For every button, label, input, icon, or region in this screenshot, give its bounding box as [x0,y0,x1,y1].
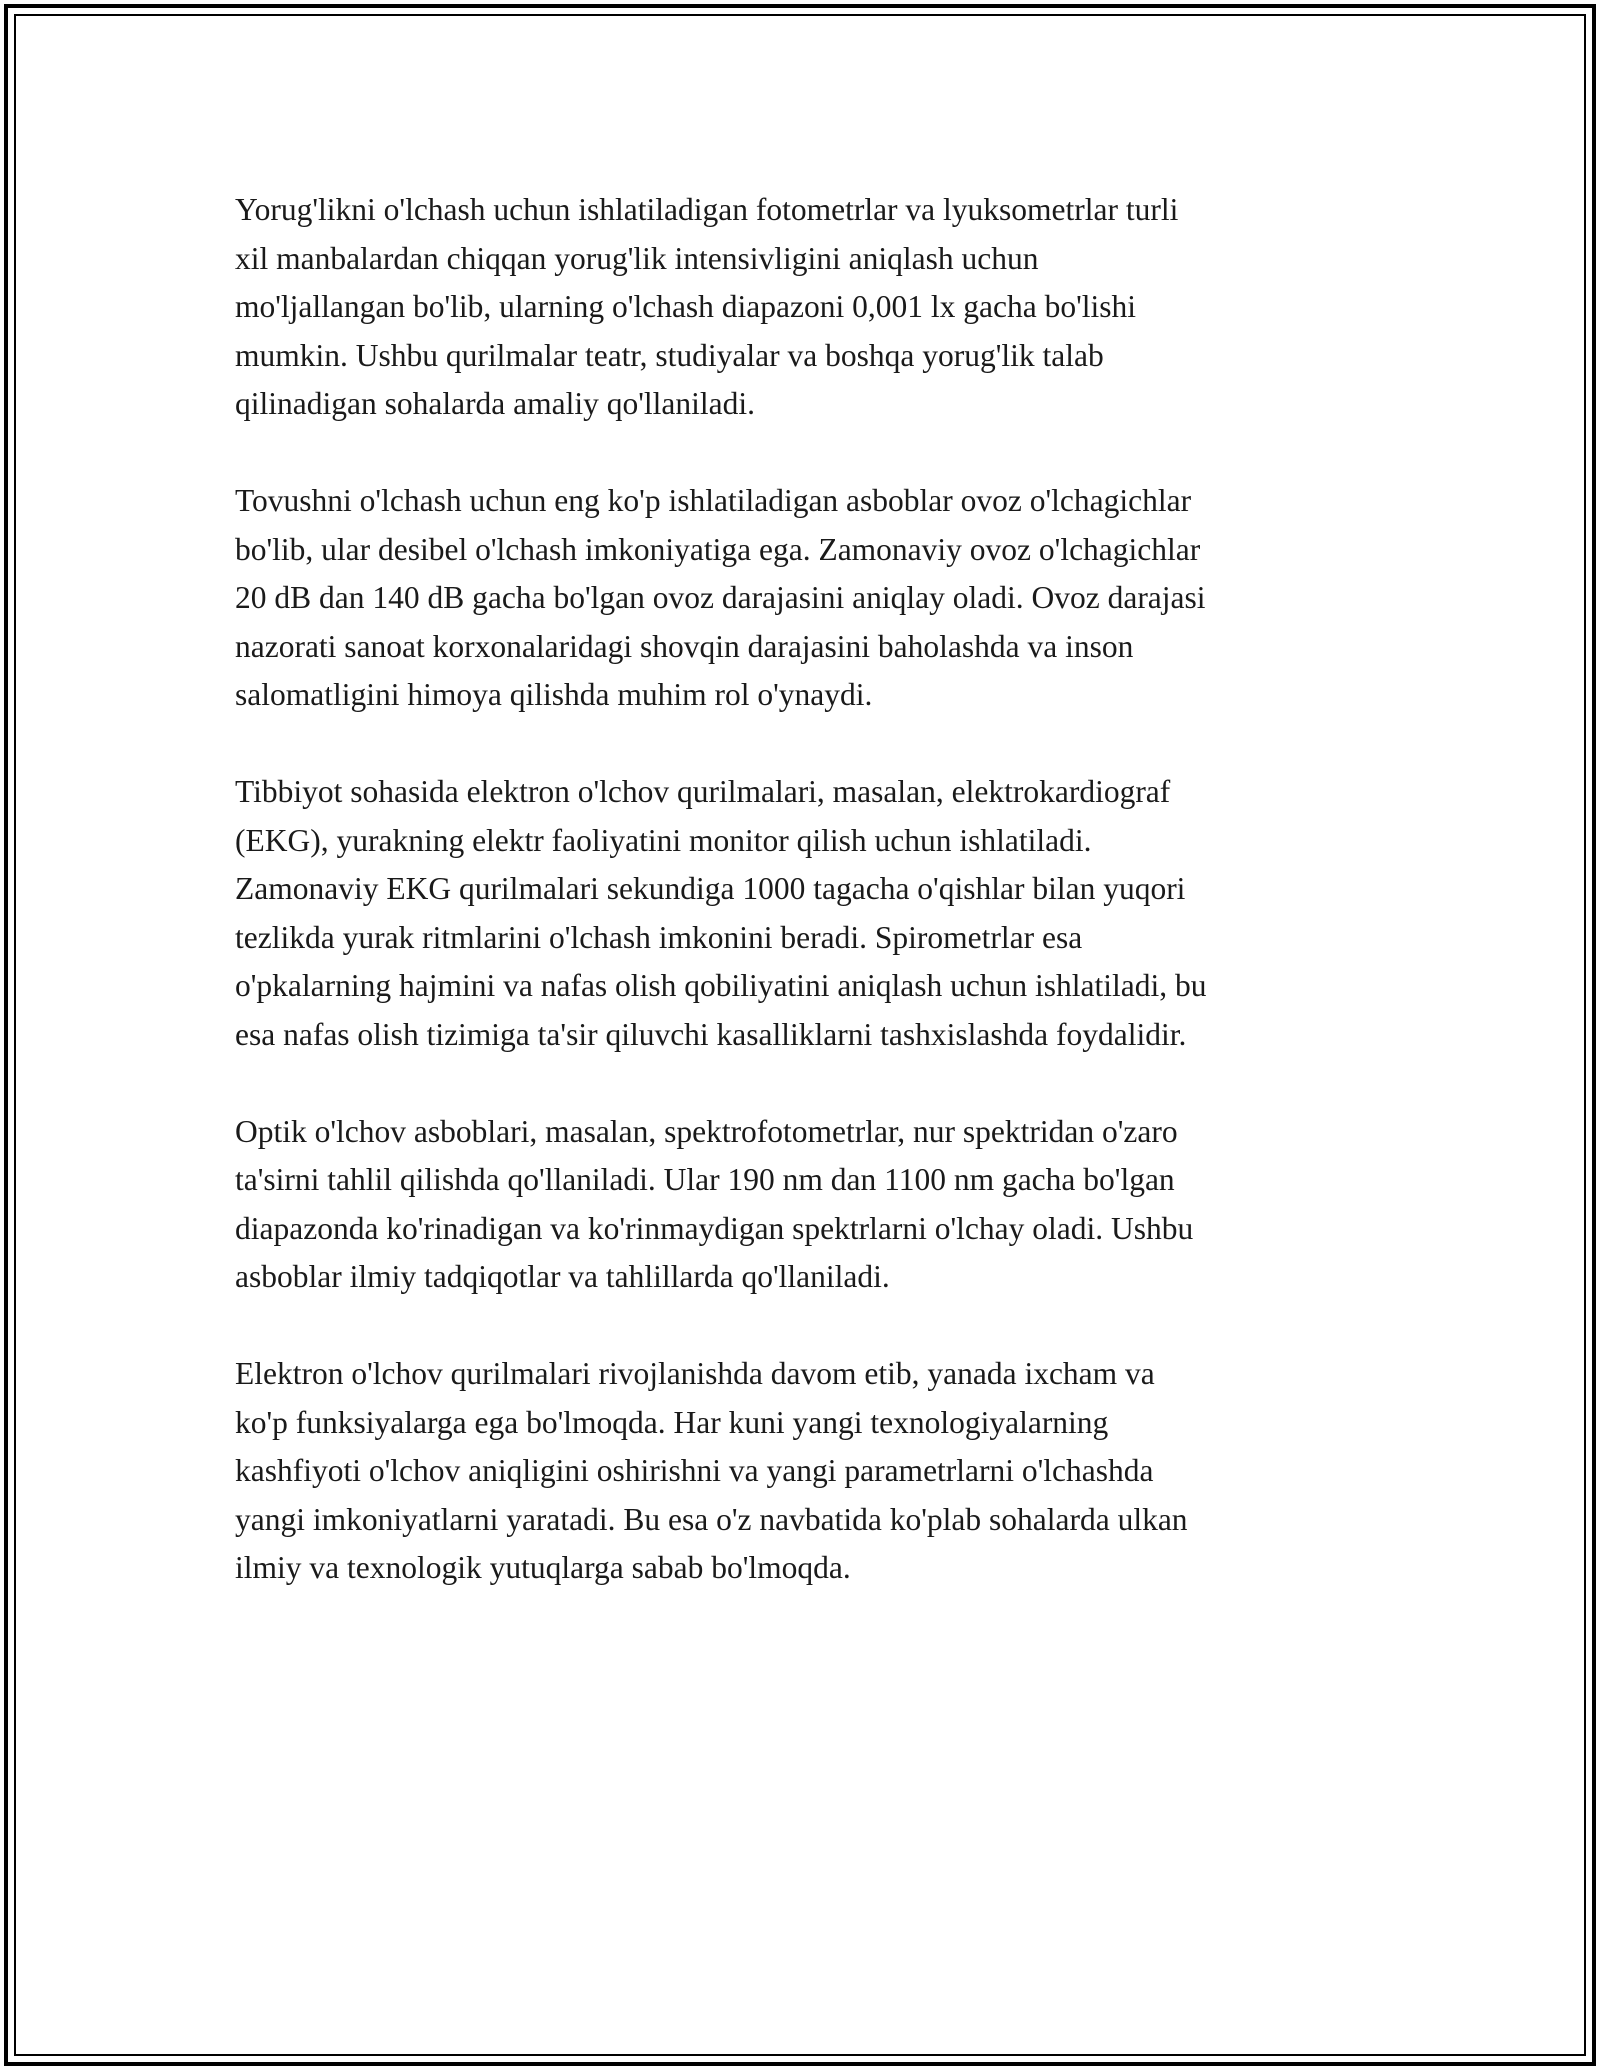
text-line: Yorug'likni o'lchash uchun ishlatiladigan fotometrlar va lyuksometrlar turli [235,192,1179,227]
text-line: ta'sirni tahlil qilishda qo'llaniladi. Ular 190 nm dan 1100 nm gacha bo'lgan [235,1162,1175,1197]
text-line: ko'p funksiyalarga ega bo'lmoqda. Har kuni yangi texnologiyalarning [235,1404,1109,1440]
text-line: mumkin. Ushbu qurilmalar teatr, studiyalar va boshqa yorug'lik talab [235,337,1104,373]
paragraph-optical-instruments [235,1108,1375,1302]
text-line: xil manbalardan chiqqan yorug'lik intensivligini aniqlash uchun [235,240,1039,276]
text-line: 20 dB dan 140 dB gacha bo'lgan ovoz darajasini aniqlay oladi. Ovoz darajasi [235,580,1206,615]
paragraph-conclusion [235,1350,1375,1593]
text-line: (EKG), yurakning elektr faoliyatini monitor qilish uchun ishlatiladi. [235,822,1092,858]
text-line: kashfiyoti o'lchov aniqligini oshirishni va yangi parametrlarni o'lchashda [235,1453,1154,1488]
text-line: esa nafas olish tizimiga ta'sir qiluvchi kasalliklarni tashxislashda foydalidir. [235,1016,1187,1052]
document-body [235,186,1375,1641]
text-line: Elektron o'lchov qurilmalari rivojlanishda davom etib, yanada ixcham va [235,1356,1155,1391]
paragraph-medical-devices [235,768,1375,1059]
text-line: Zamonaviy EKG qurilmalari sekundiga 1000 tagacha o'qishlar bilan yuqori [235,871,1186,906]
text-line: Tibbiyot sohasida elektron o'lchov qurilmalari, masalan, elektrokardiograf [235,774,1171,809]
text-line: o'pkalarning hajmini va nafas olish qobiliyatini aniqlash uchun ishlatiladi, bu [235,968,1207,1003]
text-line: qilinadigan sohalarda amaliy qo'llaniladi. [235,386,756,421]
paragraph-light-measurement [235,186,1375,429]
paragraph-sound-measurement [235,477,1375,720]
text-line: diapazonda ko'rinadigan va ko'rinmaydigan spektrlarni o'lchay oladi. Ushbu [235,1210,1194,1246]
text-line: mo'ljallangan bo'lib, ularning o'lchash diapazoni 0,001 lx gacha bo'lishi [235,289,1137,324]
text-line: Tovushni o'lchash uchun eng ko'p ishlatiladigan asboblar ovoz o'lchagichlar [235,483,1192,518]
text-line: yangi imkoniyatlarni yaratadi. Bu esa o'z navbatida ko'plab sohalarda ulkan [235,1501,1188,1537]
text-line: salomatligini himoya qilishda muhim rol o'ynaydi. [235,677,873,712]
text-line: tezlikda yurak ritmlarini o'lchash imkonini beradi. Spirometrlar esa [235,919,1083,955]
text-line: ilmiy va texnologik yutuqlarga sabab bo'lmoqda. [235,1550,851,1585]
text-line: nazorati sanoat korxonalaridagi shovqin darajasini baholashda va inson [235,628,1134,664]
text-line: Optik o'lchov asboblari, masalan, spektrofotometrlar, nur spektridan o'zaro [235,1113,1178,1149]
text-line: bo'lib, ular desibel o'lchash imkoniyatiga ega. Zamonaviy ovoz o'lchagichlar [235,531,1201,567]
text-line: asboblar ilmiy tadqiqotlar va tahlillarda qo'llaniladi. [235,1259,890,1294]
